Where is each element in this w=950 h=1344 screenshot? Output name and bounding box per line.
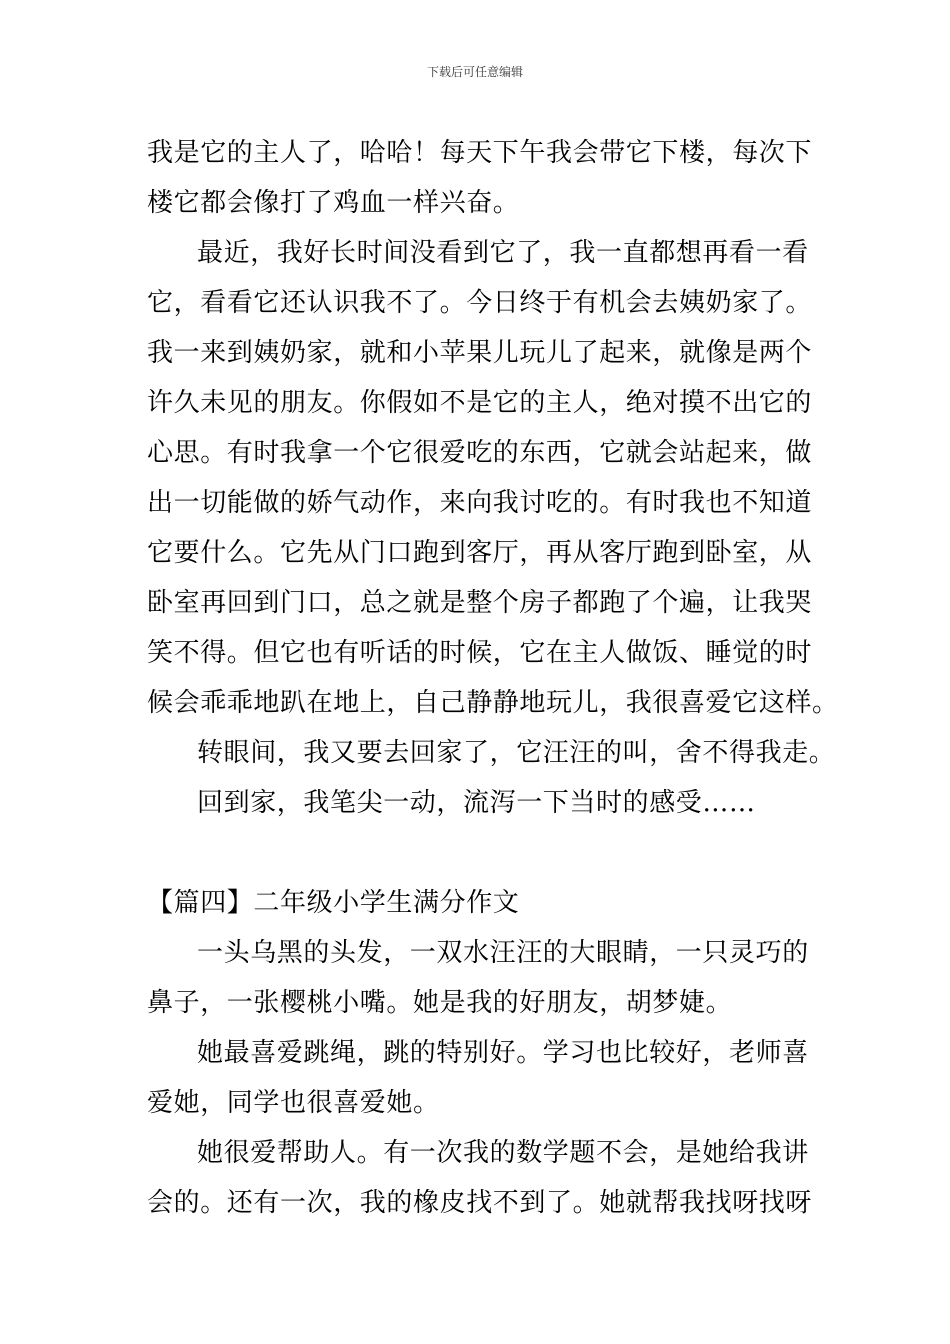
paragraph [147, 1028, 812, 1128]
text-line: 转眼间，我又要去回家了，它汪汪的叫，舍不得我走。 [197, 738, 836, 768]
text-line: 一头乌黑的头发，一双水汪汪的大眼睛，一只灵巧的 [197, 938, 809, 968]
text-line: 回到家，我笔尖一动，流泻一下当时的感受…… [197, 788, 756, 818]
paragraph [147, 1128, 812, 1228]
paragraph [147, 728, 836, 778]
section-heading: 【篇四】二年级小学生满分作文 [147, 888, 520, 918]
text-line: 它要什么。它先从门口跑到客厅，再从客厅跑到卧室，从 [147, 538, 813, 568]
text-line: 鼻子，一张樱桃小嘴。她是我的好朋友，胡梦婕。 [147, 988, 733, 1018]
paragraph [147, 778, 812, 828]
page-header: 下载后可任意编辑 [426, 65, 523, 79]
text-line: 她很爱帮助人。有一次我的数学题不会，是她给我讲 [197, 1138, 809, 1168]
text-line: 爱她，同学也很喜爱她。 [147, 1088, 440, 1118]
text-line: 候会乖乖地趴在地上，自己静静地玩儿，我很喜爱它这样。 [147, 688, 839, 718]
text-line: 出一切能做的娇气动作，来向我讨吃的。有时我也不知道 [147, 488, 813, 518]
text-line: 它，看看它还认识我不了。今日终于有机会去姨奶家了。 [147, 288, 813, 318]
text-line: 我一来到姨奶家，就和小苹果儿玩儿了起来，就像是两个 [147, 338, 813, 368]
text-line: 许久未见的朋友。你假如不是它的主人，绝对摸不出它的 [147, 388, 813, 418]
paragraph [147, 128, 812, 228]
paragraph [147, 228, 839, 728]
text-line: 心思。有时我拿一个它很爱吃的东西，它就会站起来，做 [147, 438, 813, 468]
text-line: 会的。还有一次，我的橡皮找不到了。她就帮我找呀找呀 [147, 1188, 813, 1218]
text-line: 笑不得。但它也有听话的时候，它在主人做饭、睡觉的时 [147, 638, 813, 668]
text-line: 我是它的主人了，哈哈！每天下午我会带它下楼，每次下 [147, 138, 813, 168]
section-gap [147, 828, 812, 878]
text-line: 最近，我好长时间没看到它了，我一直都想再看一看 [197, 238, 809, 268]
paragraph [147, 928, 812, 1028]
text-line: 卧室再回到门口，总之就是整个房子都跑了个遍，让我哭 [147, 588, 813, 618]
text-line: 她最喜爱跳绳，跳的特别好。学习也比较好，老师喜 [197, 1038, 809, 1068]
text-line: 楼它都会像打了鸡血一样兴奋。 [147, 188, 520, 218]
document-body [147, 128, 839, 1228]
